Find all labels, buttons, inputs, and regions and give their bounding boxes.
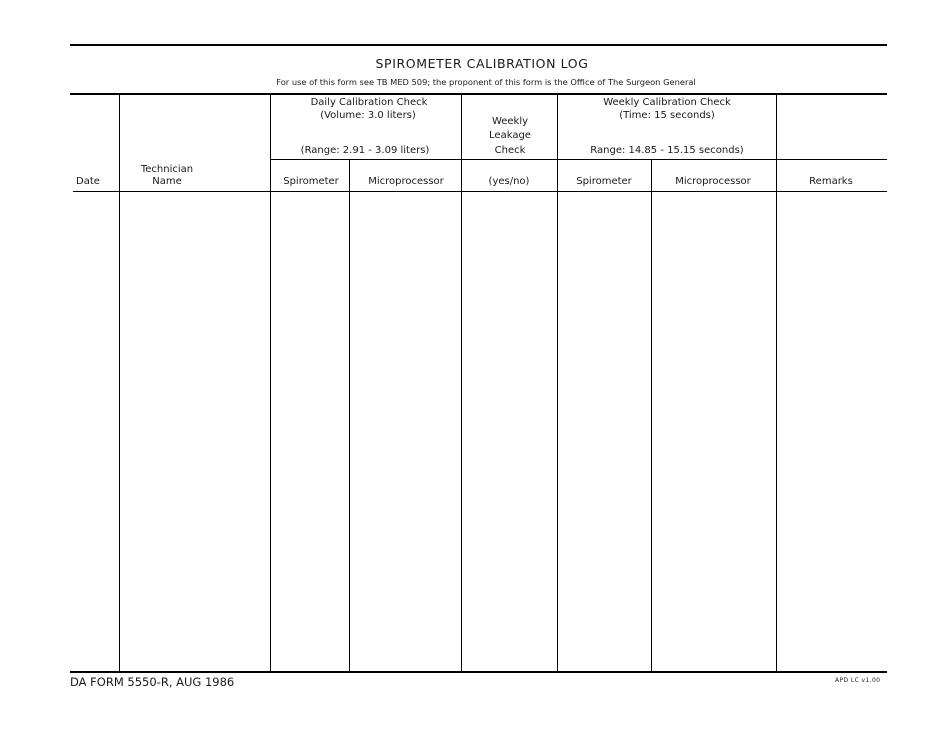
daily-check-range: (Range: 2.91 - 3.09 liters) <box>300 145 430 156</box>
table-bottom-rule <box>70 671 887 673</box>
form-title: SPIROMETER CALIBRATION LOG <box>375 56 589 71</box>
daily-check-volume: (Volume: 3.0 liters) <box>320 110 416 121</box>
column-weekly-spirometer: Spirometer <box>576 176 632 187</box>
top-rule <box>70 44 887 46</box>
column-weekly-microprocessor: Microprocessor <box>675 176 751 187</box>
weekly-check-title: Weekly Calibration Check <box>603 97 731 108</box>
table-top-rule <box>70 93 887 95</box>
daily-check-title: Daily Calibration Check <box>310 97 428 108</box>
column-leakage-yes-no: (yes/no) <box>488 176 530 187</box>
leakage-header-line1: Weekly <box>491 116 529 127</box>
column-technician-line1: Technician <box>140 164 194 175</box>
form-version: APD LC v1.00 <box>835 677 881 684</box>
leakage-header-line3: Check <box>494 145 526 156</box>
column-technician-line2: Name <box>152 176 182 187</box>
subheader-rule <box>270 159 887 160</box>
column-daily-spirometer: Spirometer <box>283 176 339 187</box>
leakage-header-line2: Leakage <box>489 130 531 141</box>
weekly-check-time: (Time: 15 seconds) <box>619 110 715 121</box>
log-entry-area[interactable] <box>73 192 887 671</box>
column-remarks: Remarks <box>809 176 853 187</box>
column-date: Date <box>76 176 100 187</box>
form-number: DA FORM 5550-R, AUG 1986 <box>70 675 235 689</box>
form-subtitle: For use of this form see TB MED 509; the proponent of this form is the Office of The Surgeon General <box>276 77 696 87</box>
column-daily-microprocessor: Microprocessor <box>368 176 444 187</box>
weekly-check-range: Range: 14.85 - 15.15 seconds) <box>590 145 744 156</box>
